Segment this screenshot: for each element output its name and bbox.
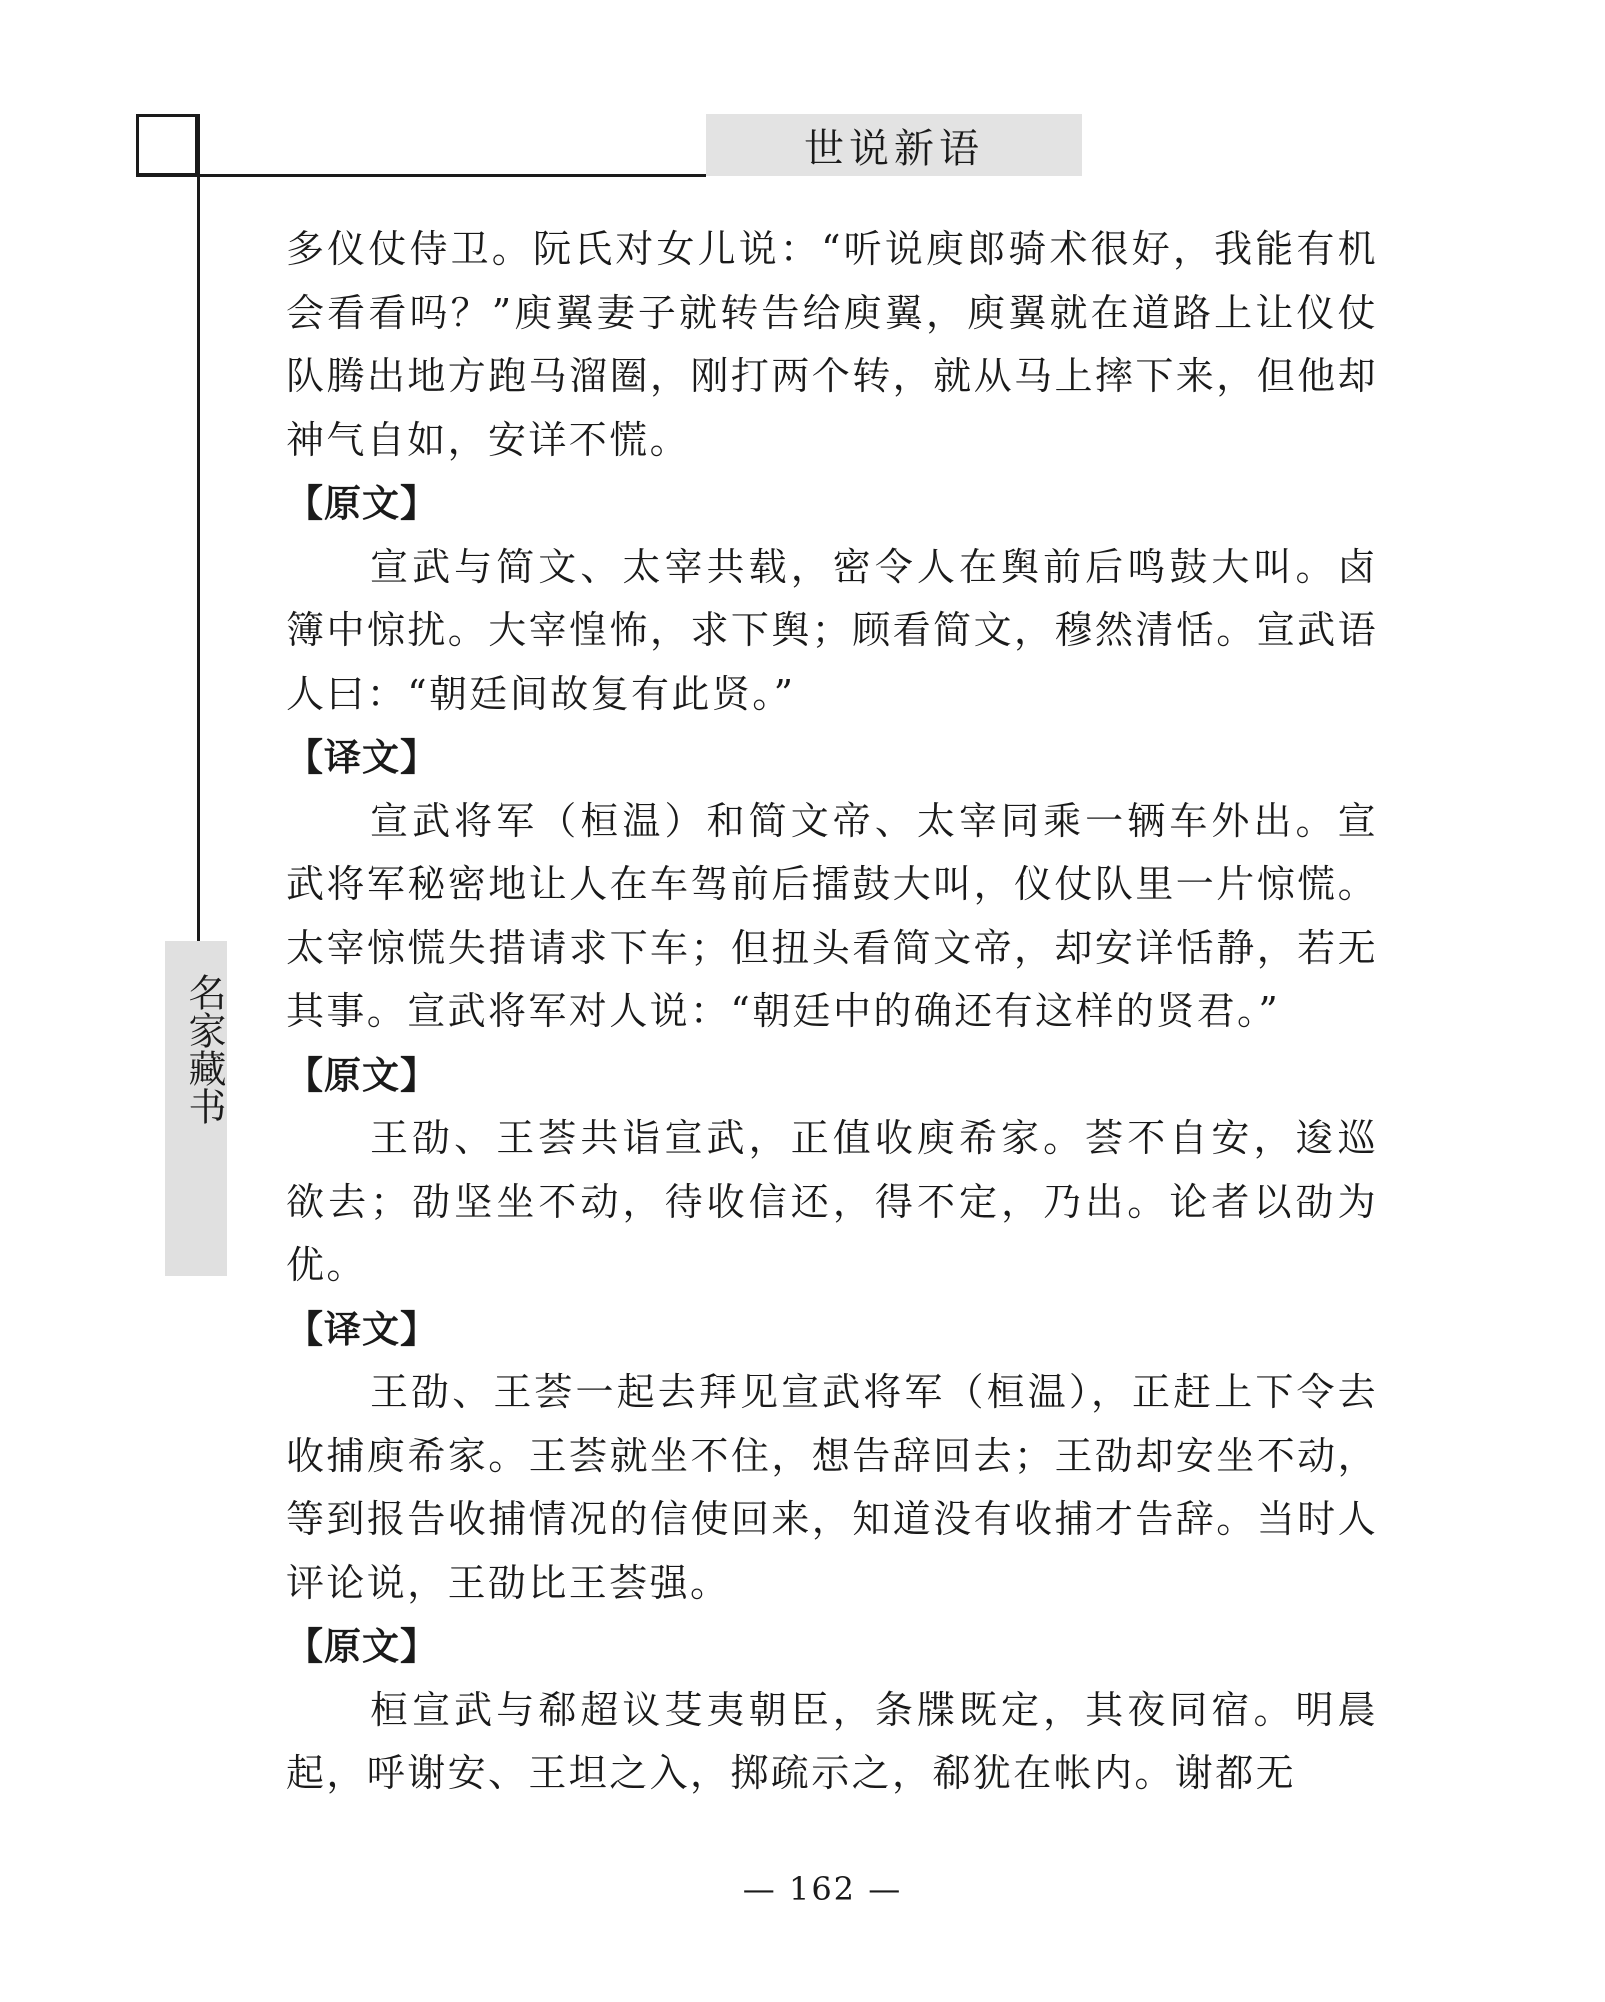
paragraph: 宣武与简文、太宰共载，密令人在舆前后鸣鼓大叫。卤簿中惊扰。大宰惶怖，求下舆；顾看简文，穆然清恬。宣武语人曰：“朝廷间故复有此贤。” bbox=[286, 544, 1378, 716]
paragraph: 王劭、王荟一起去拜见宣武将军（桓温），正赶上下令去收捕庾希家。王荟就坐不住，想告辞回去；王劭却安坐不动，等到报告收捕情况的信使回来，知道没有收捕才告辞。当时人评论说，王劭比王荟强。 bbox=[286, 1370, 1378, 1605]
section-label-translation: 【译文】 bbox=[286, 1307, 438, 1351]
page-number: — 162 — bbox=[742, 1870, 903, 1908]
section-label-original: 【原文】 bbox=[286, 1625, 438, 1668]
section-label-original: 【原文】 bbox=[286, 482, 438, 525]
paragraph: 桓宣武与郗超议芟夷朝臣，条牒既定，其夜同宿。明晨起，呼谢安、王坦之入，掷疏示之，郗犹在帐内。谢都无 bbox=[286, 1687, 1378, 1795]
section-label-translation: 【译文】 bbox=[286, 736, 438, 779]
paragraph: 王劭、王荟共诣宣武，正值收庾希家。荟不自安，逡巡欲去；劭坚坐不动，待收信还，得不定，乃出。论者以劭为优。 bbox=[286, 1116, 1378, 1287]
section-label-original: 【原文】 bbox=[286, 1053, 438, 1097]
header-rule bbox=[136, 174, 706, 177]
paragraph: 多仪仗侍卫。阮氏对女儿说：“听说庾郎骑术很好，我能有机会看看吗？”庾翼妻子就转告给庾翼，庾翼就在道路上让仪仗队腾出地方跑马溜圈，刚打两个转，就从马上摔下来，但他却神气自如，安详不慌。 bbox=[286, 227, 1378, 462]
vertical-margin-rule bbox=[197, 114, 200, 941]
paragraph: 宣武将军（桓温）和简文帝、太宰同乘一辆车外出。宣武将军秘密地让人在车驾前后擂鼓大叫，仪仗队里一片惊慌。太宰惊慌失措请求下车；但扭头看简文帝，却安详恬静，若无其事。宣武将军对人说：“朝廷中的确还有这样的贤君。” bbox=[286, 798, 1378, 1033]
page-body bbox=[286, 218, 1378, 1806]
book-title: 世说新语 bbox=[804, 125, 984, 172]
side-tab bbox=[165, 941, 227, 1276]
header-corner-box bbox=[136, 114, 198, 176]
running-header bbox=[706, 114, 1082, 176]
side-tab-label: 名家藏书 bbox=[182, 973, 226, 1125]
